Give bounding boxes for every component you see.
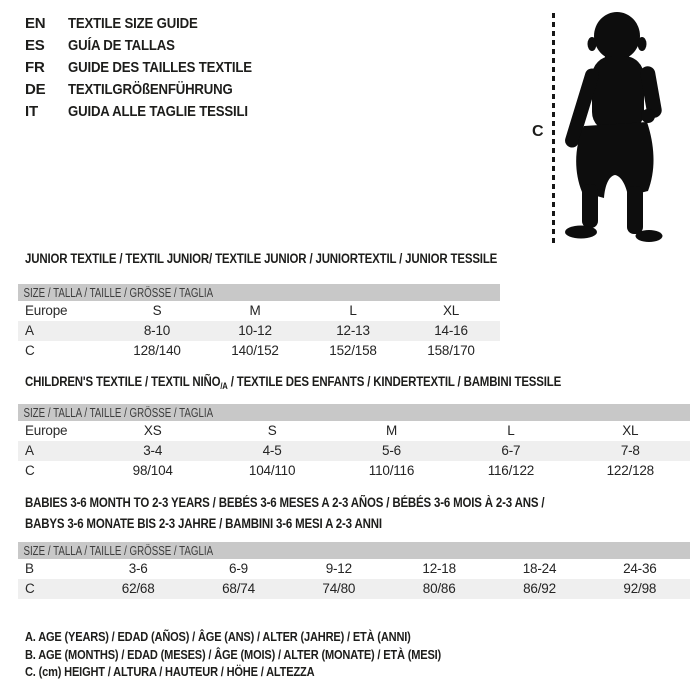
language-row-es bbox=[25, 35, 277, 57]
footnote-age-years: A. AGE (YEARS) / EDAD (AÑOS) / ÂGE (ANS) / ALTER (JAHRE) / ETÀ (ANNI) bbox=[25, 629, 411, 644]
size-cell: L bbox=[349, 303, 357, 318]
size-cell: M bbox=[249, 303, 261, 318]
value-cell: 80/86 bbox=[422, 581, 456, 596]
size-cell: M bbox=[385, 423, 398, 438]
title-line-2: BABYS 3-6 MONATE BIS 2-3 JAHRE / BAMBINI 3-6 MESI A 2-3 ANNI bbox=[25, 516, 382, 531]
value-cell: 128/140 bbox=[133, 343, 181, 358]
language-title: TEXTILE SIZE GUIDE bbox=[68, 15, 198, 32]
language-row-fr bbox=[25, 57, 277, 79]
value-cell: 74/80 bbox=[322, 581, 356, 596]
row-label: C bbox=[25, 463, 35, 478]
title-text: / TEXTILE DES ENFANTS / KINDERTEXTIL / BAMBINI TESSILE bbox=[227, 374, 562, 389]
value-cell: 110/116 bbox=[368, 463, 415, 478]
size-header-bar bbox=[18, 284, 500, 301]
section-title-babies bbox=[25, 492, 544, 534]
value-cell: 3-4 bbox=[143, 443, 163, 458]
language-row-it bbox=[25, 101, 277, 123]
section-title-junior: JUNIOR TEXTILE / TEXTIL JUNIOR/ TEXTILE JUNIOR / JUNIORTEXTIL / JUNIOR TESSILE bbox=[25, 251, 498, 266]
language-title: TEXTILGRÖßENFÜHRUNG bbox=[68, 81, 233, 98]
height-measure-dashed-line bbox=[552, 13, 555, 244]
table-row-height bbox=[18, 341, 500, 361]
value-cell: 4-5 bbox=[262, 443, 282, 458]
row-label: A bbox=[25, 323, 34, 338]
language-code: ES bbox=[25, 37, 45, 54]
table-row-height bbox=[18, 461, 690, 481]
value-cell: 24-36 bbox=[623, 561, 657, 576]
size-cell: L bbox=[507, 423, 515, 438]
language-title: GUIDA ALLE TAGLIE TESSILI bbox=[68, 103, 248, 120]
value-cell: 5-6 bbox=[382, 443, 401, 458]
footnotes bbox=[25, 628, 515, 681]
value-cell: 14-16 bbox=[434, 323, 468, 338]
value-cell: 152/158 bbox=[329, 343, 377, 358]
row-label: C bbox=[25, 343, 35, 358]
value-cell: 8-10 bbox=[143, 323, 171, 338]
footnote-height-cm: C. (cm) HEIGHT / ALTURA / HAUTEUR / HÖHE / ALTEZZA bbox=[25, 664, 315, 679]
value-cell: 3-6 bbox=[128, 561, 148, 576]
section-title-children bbox=[25, 371, 561, 397]
size-cell: XL bbox=[442, 303, 460, 318]
language-code: DE bbox=[25, 81, 46, 98]
language-row-en bbox=[25, 13, 277, 35]
value-cell: 92/98 bbox=[623, 581, 657, 596]
height-measure-label: C bbox=[532, 123, 544, 140]
value-cell: 6-9 bbox=[229, 561, 248, 576]
size-cell: XL bbox=[622, 423, 639, 438]
value-cell: 18-24 bbox=[522, 561, 557, 576]
value-cell: 6-7 bbox=[501, 443, 521, 458]
size-cell: S bbox=[152, 303, 162, 318]
table-row-europe bbox=[18, 301, 500, 321]
value-cell: 62/68 bbox=[121, 581, 155, 596]
size-cell: S bbox=[267, 423, 277, 438]
language-title: GUIDE DES TAILLES TEXTILE bbox=[68, 59, 252, 76]
title-line-1: BABIES 3-6 MONTH TO 2-3 YEARS / BEBÉS 3-6 MESES A 2-3 AÑOS / BÉBÉS 3-6 MOIS À 2-3 ANS / bbox=[25, 495, 545, 510]
value-cell: 7-8 bbox=[620, 443, 640, 458]
title-text: CHILDREN'S TEXTILE / TEXTIL NIÑO bbox=[25, 374, 221, 389]
language-row-de bbox=[25, 79, 277, 101]
language-code: FR bbox=[25, 59, 45, 76]
table-row-height bbox=[18, 579, 690, 599]
size-header-label: SIZE / TALLA / TAILLE / GRÖSSE / TAGLIA bbox=[23, 544, 214, 558]
toddler-silhouette-icon bbox=[558, 8, 670, 244]
table-row-age bbox=[18, 441, 690, 461]
title-subscript: /A bbox=[220, 381, 228, 391]
value-cell: 122/128 bbox=[606, 463, 654, 478]
value-cell: 116/122 bbox=[487, 463, 535, 478]
value-cell: 68/74 bbox=[222, 581, 255, 596]
value-cell: 140/152 bbox=[231, 343, 279, 358]
language-title: GUÍA DE TALLAS bbox=[68, 37, 175, 54]
value-cell: 104/110 bbox=[248, 463, 296, 478]
babies-size-table bbox=[18, 542, 690, 599]
value-cell: 12-13 bbox=[336, 323, 370, 338]
table-row-months bbox=[18, 559, 690, 579]
row-label: C bbox=[25, 581, 35, 596]
row-label: Europe bbox=[25, 423, 68, 438]
language-list bbox=[25, 13, 277, 123]
value-cell: 9-12 bbox=[325, 561, 352, 576]
junior-size-table bbox=[18, 284, 500, 361]
table-row-europe bbox=[18, 421, 690, 441]
size-header-bar bbox=[18, 542, 690, 559]
row-label: B bbox=[25, 561, 34, 576]
row-label: A bbox=[25, 443, 34, 458]
language-code: EN bbox=[25, 15, 46, 32]
size-header-label: SIZE / TALLA / TAILLE / GRÖSSE / TAGLIA bbox=[23, 286, 214, 300]
language-code: IT bbox=[25, 103, 38, 120]
table-row-age bbox=[18, 321, 500, 341]
footnote-age-months: B. AGE (MONTHS) / EDAD (MESES) / ÂGE (MOIS) / ALTER (MONATE) / ETÀ (MESI) bbox=[25, 646, 442, 662]
children-size-table bbox=[18, 404, 690, 481]
value-cell: 12-18 bbox=[422, 561, 456, 576]
value-cell: 10-12 bbox=[238, 323, 272, 338]
value-cell: 158/170 bbox=[427, 343, 475, 358]
row-label: Europe bbox=[25, 303, 68, 318]
size-cell: XS bbox=[143, 423, 162, 438]
size-header-bar bbox=[18, 404, 690, 421]
value-cell: 86/92 bbox=[523, 581, 556, 596]
size-header-label: SIZE / TALLA / TAILLE / GRÖSSE / TAGLIA bbox=[23, 406, 214, 420]
value-cell: 98/104 bbox=[132, 463, 173, 478]
